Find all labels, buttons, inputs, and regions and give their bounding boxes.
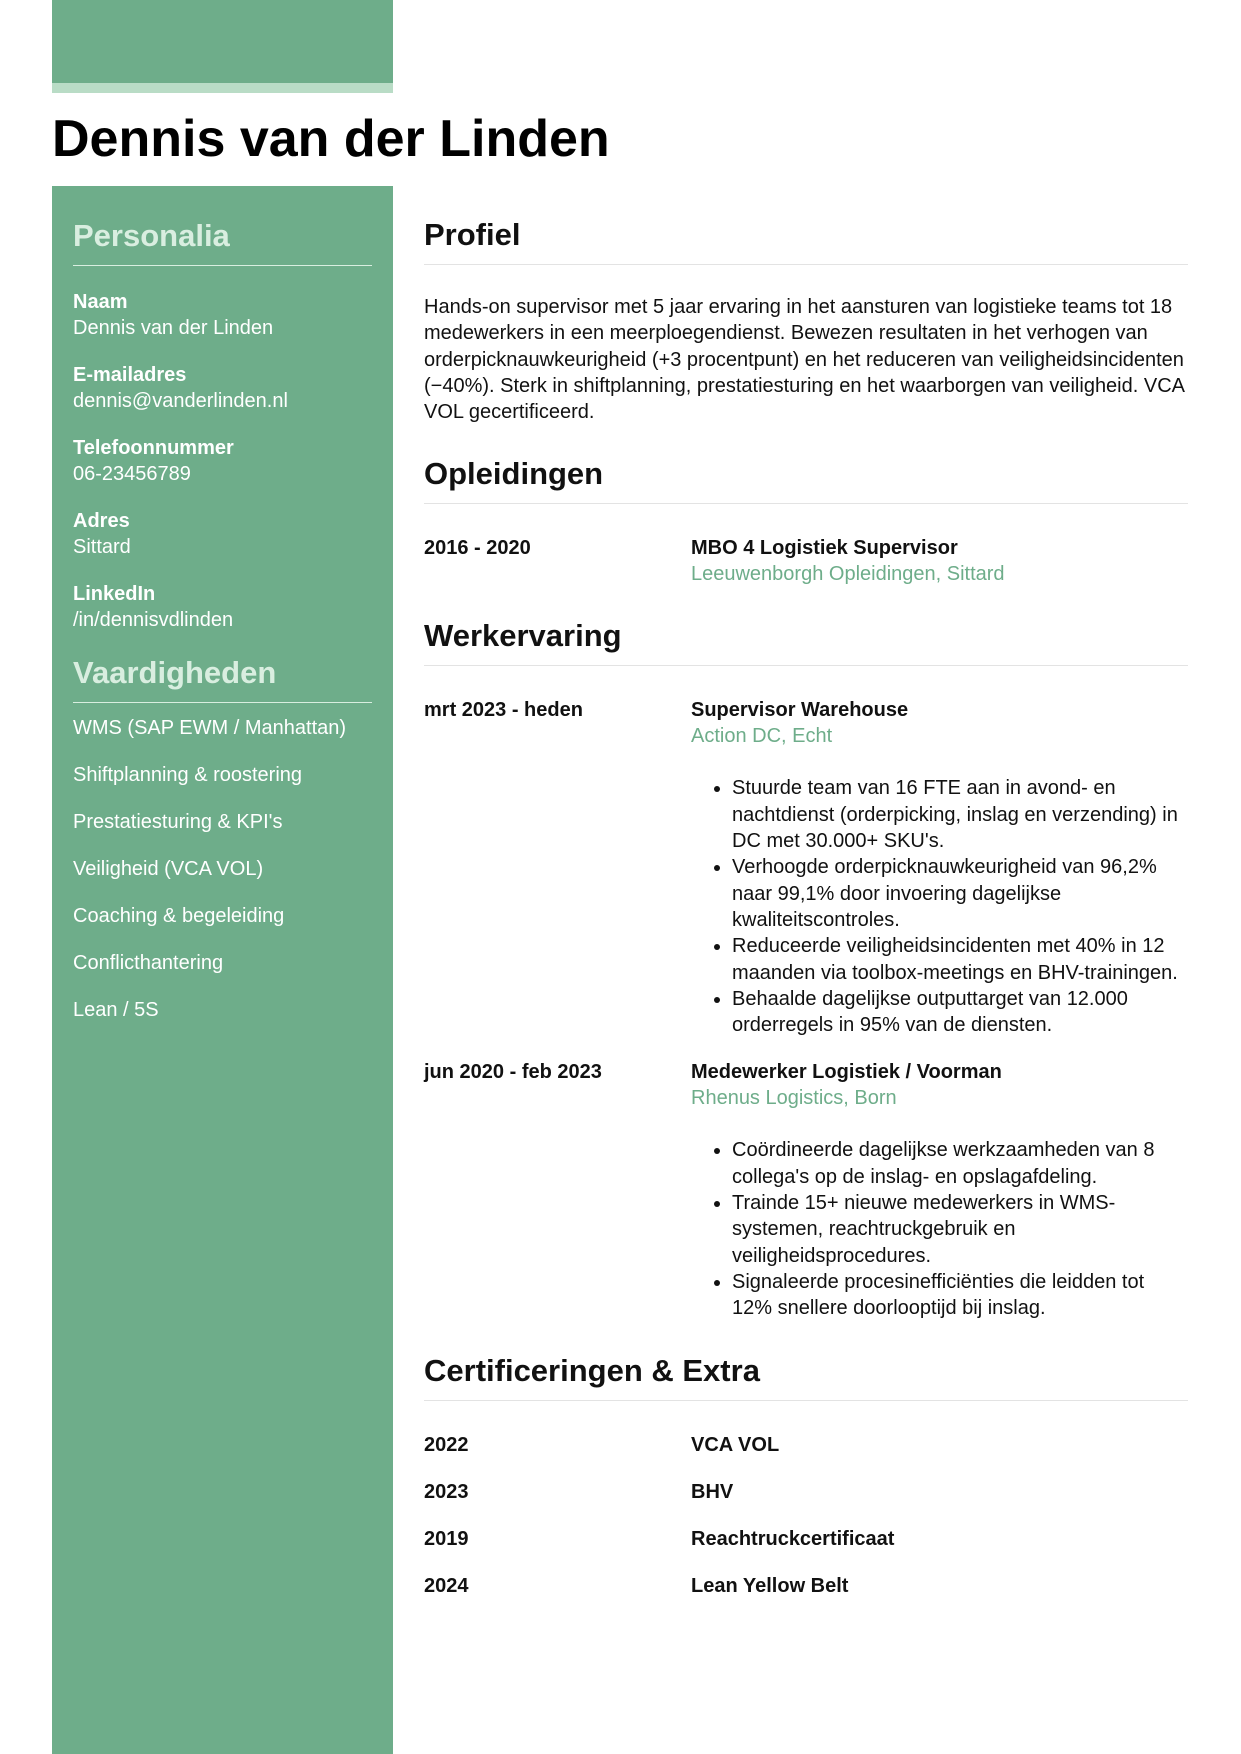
cert-name: Lean Yellow Belt xyxy=(691,1574,849,1597)
cert-year: 2019 xyxy=(424,1527,469,1550)
certification-entry xyxy=(424,1526,1188,1552)
entry-title: MBO 4 Logistiek Supervisor xyxy=(691,537,958,560)
entry-title: Supervisor Warehouse xyxy=(691,699,909,722)
bullet-item: • Signaleerde procesinefficiënties die leidden tot 12% snellere doorlooptijd bij inslag. xyxy=(732,1269,1188,1322)
skills-heading: Vaardigheden xyxy=(73,654,372,703)
cert-year: 2024 xyxy=(424,1574,469,1597)
personalia-heading: Personalia xyxy=(73,217,372,266)
skills-list xyxy=(73,715,372,1023)
entry-title: Medewerker Logistiek / Voorman xyxy=(691,1061,1002,1084)
entry-institution: Leeuwenborgh Opleidingen, Sittard xyxy=(691,563,1005,586)
certification-entry xyxy=(424,1573,1188,1599)
entry-body xyxy=(691,535,1188,587)
certification-entry xyxy=(424,1479,1188,1505)
entry-employer: Action DC, Echt xyxy=(691,725,833,748)
personalia-item-email xyxy=(73,362,372,414)
skill-item: Conflicthantering xyxy=(73,952,224,974)
skill-item: Lean / 5S xyxy=(73,999,159,1021)
cert-year: 2023 xyxy=(424,1480,469,1503)
experience-heading: Werkervaring xyxy=(424,587,1188,666)
profile-heading: Profiel xyxy=(424,186,1188,265)
skill-item: Shiftplanning & roostering xyxy=(73,764,303,786)
main-content xyxy=(424,186,1188,1620)
email-value[interactable]: dennis@vanderlinden.nl xyxy=(73,390,288,412)
certifications-heading: Certificeringen & Extra xyxy=(424,1322,1188,1401)
personalia-label: Telefoonnummer xyxy=(73,437,234,459)
skill-item: Prestatiesturing & KPI's xyxy=(73,811,283,833)
address-value: Sittard xyxy=(73,536,131,558)
education-section xyxy=(424,425,1188,587)
personalia-label: Naam xyxy=(73,291,128,313)
bullet-item: • Verhoogde orderpicknauwkeurigheid van 96,2% naar 99,1% door invoering dagelijkse kwaliteitscontroles. xyxy=(732,854,1188,933)
bullet-item: • Reduceerde veiligheidsincidenten met 40% in 12 maanden via toolbox-meetings en BHV-trainingen. xyxy=(732,933,1188,986)
personalia-label: Adres xyxy=(73,510,130,532)
entry-body xyxy=(691,1059,1188,1321)
skill-item: WMS (SAP EWM / Manhattan) xyxy=(73,717,347,739)
person-name: Dennis van der Linden xyxy=(52,110,610,168)
personalia-label: LinkedIn xyxy=(73,583,156,605)
cert-name: BHV xyxy=(691,1480,734,1503)
bullet-item: • Behaalde dagelijkse outputtarget van 12.000 orderregels in 95% van de diensten. xyxy=(732,986,1188,1039)
personalia-label: E-mailadres xyxy=(73,364,187,386)
bullet-item: • Stuurde team van 16 FTE aan in avond- en nachtdienst (orderpicking, inslag en verzending) in DC met 30.000+ SKU's. xyxy=(732,775,1188,854)
experience-entry xyxy=(424,1059,1188,1321)
profile-text: Hands-on supervisor met 5 jaar ervaring in het aansturen van logistieke teams tot 18 medewerkers in een meerploegendienst. Bewezen resultaten in het verhogen van orderpicknauwkeurigheid (+3 procentpunt) en het reduceren van veiligheidsincidenten (−40%). Sterk in shiftplanning, prestatiesturing en het waarborgen van veiligheid. VCA VOL gecertificeerd. xyxy=(424,296,1184,424)
entry-employer: Rhenus Logistics, Born xyxy=(691,1087,897,1110)
skill-item: Veiligheid (VCA VOL) xyxy=(73,858,264,880)
entry-date: jun 2020 - feb 2023 xyxy=(424,1061,602,1084)
bullet-list xyxy=(691,775,1188,1038)
entry-date: mrt 2023 - heden xyxy=(424,699,583,722)
personalia-item-linkedin xyxy=(73,581,372,633)
linkedin-value[interactable]: /in/dennisvdlinden xyxy=(73,609,234,631)
personalia-value: Dennis van der Linden xyxy=(73,317,274,339)
cert-name: Reachtruckcertificaat xyxy=(691,1527,895,1550)
experience-entry xyxy=(424,697,1188,1038)
entry-date: 2016 - 2020 xyxy=(424,537,531,560)
personalia-item-phone xyxy=(73,435,372,487)
certifications-section xyxy=(424,1322,1188,1599)
entry-body xyxy=(691,697,1188,1038)
certifications-list xyxy=(424,1432,1188,1599)
cert-year: 2022 xyxy=(424,1433,469,1456)
personalia-item-name xyxy=(73,289,372,341)
cert-name: VCA VOL xyxy=(691,1433,780,1456)
profile-section xyxy=(424,186,1188,425)
skill-item: Coaching & begeleiding xyxy=(73,905,285,927)
bullet-list xyxy=(691,1137,1188,1321)
phone-value: 06-23456789 xyxy=(73,463,191,485)
education-entry xyxy=(424,535,1188,587)
header-accent-band xyxy=(52,0,393,83)
personalia-item-address xyxy=(73,508,372,560)
certification-entry xyxy=(424,1432,1188,1458)
bullet-item: • Coördineerde dagelijkse werkzaamheden van 8 collega's op de inslag- en opslagafdeling. xyxy=(732,1137,1188,1190)
experience-section xyxy=(424,587,1188,1321)
sidebar xyxy=(52,186,393,1754)
personalia-list xyxy=(73,289,372,633)
education-heading: Opleidingen xyxy=(424,425,1188,504)
bullet-item: • Trainde 15+ nieuwe medewerkers in WMS-systemen, reachtruckgebruik en veiligheidsprocedures. xyxy=(732,1190,1188,1269)
header-accent-stripe xyxy=(52,83,393,93)
